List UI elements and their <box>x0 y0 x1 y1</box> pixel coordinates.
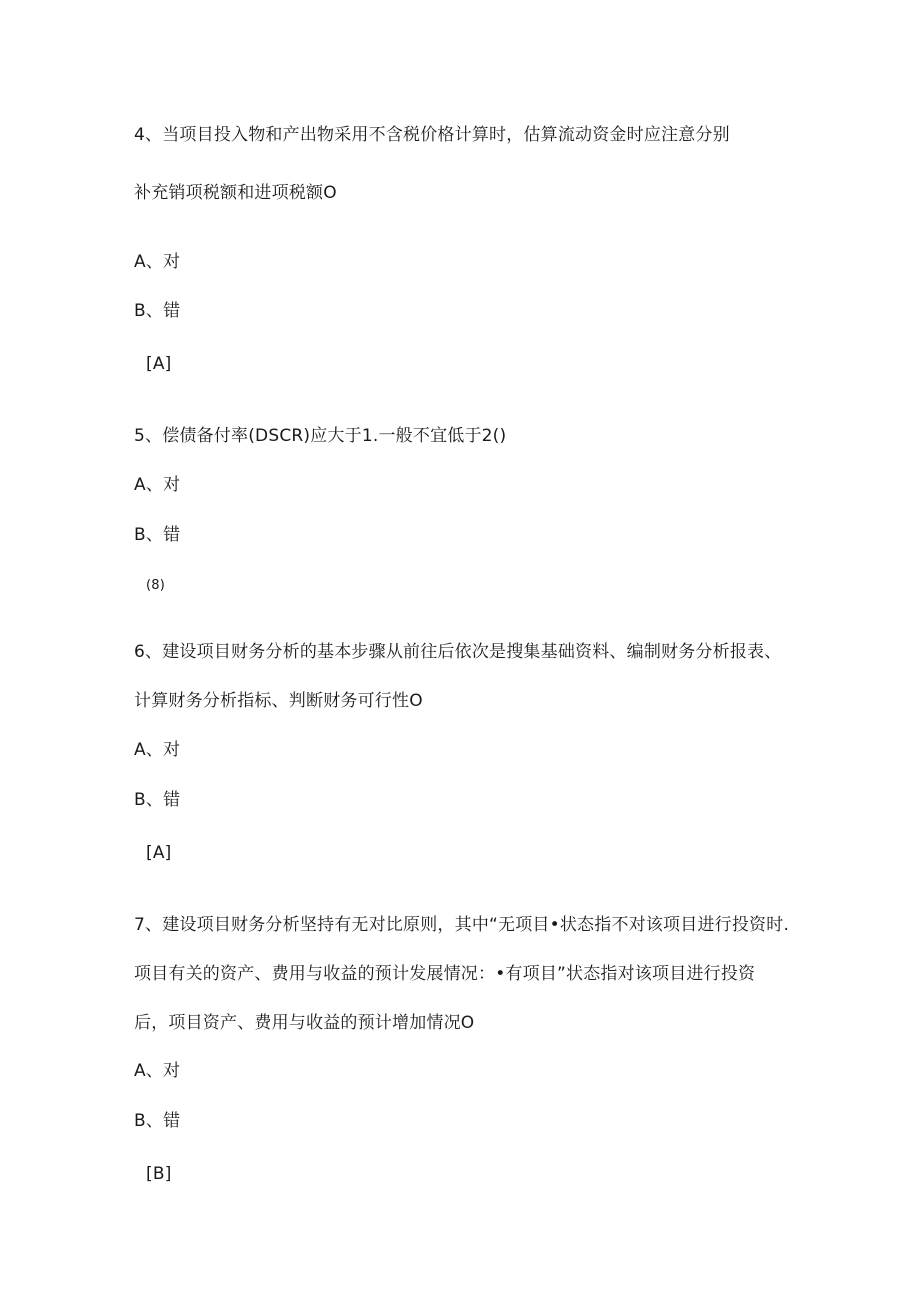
question-7-text-line-3: 后，项目资产、费用与收益的预计增加情况O <box>134 1013 475 1033</box>
question-6-answer: [A] <box>146 843 172 863</box>
question-6-text-line-1: 6、建设项目财务分析的基本步骤从前往后依次是搜集基础资料、编制财务分析报表、 <box>134 642 782 662</box>
question-5-answer: (8) <box>146 578 166 593</box>
question-7-text-line-1: 7、建设项目财务分析坚持有无对比原则，其中“无项目•状态指不对该项目进行投资时. <box>134 915 790 935</box>
question-5-option-b: B、错 <box>134 525 181 545</box>
question-7-option-a: A、对 <box>134 1061 181 1081</box>
question-6-option-b: B、错 <box>134 790 181 810</box>
question-5-text-line-1: 5、偿债备付率(DSCR)应大于1.一般不宜低于2() <box>134 426 507 446</box>
question-4-option-a: A、对 <box>134 252 181 272</box>
question-5-option-a: A、对 <box>134 475 181 495</box>
question-7-text-line-2: 项目有关的资产、费用与收益的预计发展情况：•有项目”状态指对该项目进行投资 <box>134 964 756 984</box>
question-6-text-line-2: 计算财务分析指标、判断财务可行性O <box>134 691 423 711</box>
question-6-option-a: A、对 <box>134 740 181 760</box>
question-4-text-line-2: 补充销项税额和进项税额O <box>134 183 337 203</box>
question-4-answer: [A] <box>146 354 172 374</box>
question-4-option-b: B、错 <box>134 301 181 321</box>
question-7-option-b: B、错 <box>134 1111 181 1131</box>
question-7-answer: [B] <box>146 1164 172 1184</box>
question-4-text-line-1: 4、当项目投入物和产出物采用不含税价格计算时，估算流动资金时应注意分别 <box>134 125 730 145</box>
